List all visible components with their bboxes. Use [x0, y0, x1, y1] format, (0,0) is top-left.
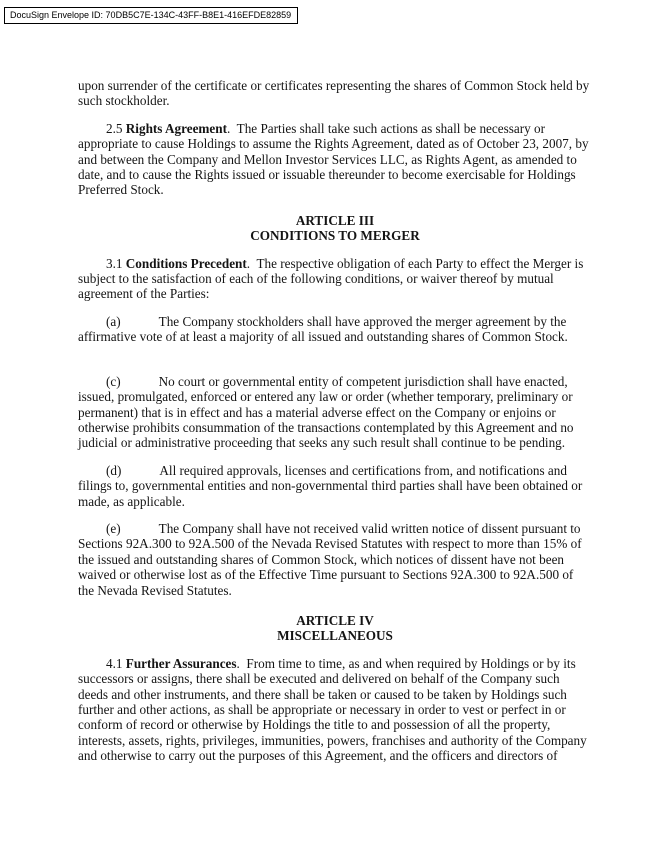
section-heading: [78, 213, 592, 228]
docusign-envelope-id-badge: DocuSign Envelope ID: 70DB5C7E-134C-43FF-B8E1-416EFDE82859: [4, 7, 298, 24]
section-heading: [78, 613, 592, 628]
bold-text-run: Further Assurances: [125, 655, 237, 671]
paragraph: [78, 374, 592, 451]
bold-text-run: Conditions Precedent: [125, 255, 247, 271]
text-run: 4.1: [106, 655, 126, 671]
text-run: ARTICLE III: [295, 212, 375, 228]
paragraph: [78, 78, 592, 109]
text-run: The Company stockholders shall have approved the merger agreement by the affirmative vote of at least a majority of all issued and outstanding shares of Common Stock.: [78, 313, 568, 345]
paragraph: [78, 314, 592, 345]
section-heading: [78, 228, 592, 243]
paragraph: [78, 463, 592, 509]
paragraph: [78, 121, 592, 198]
text-run: (a): [106, 313, 121, 329]
text-run: (c): [106, 373, 121, 389]
text-run: CONDITIONS TO MERGER: [250, 228, 420, 244]
text-run: MISCELLANEOUS: [277, 628, 393, 644]
text-run: No court or governmental entity of competent jurisdiction shall have enacted, issued, promulgated, enforced or entered any law or order (whether temporary, preliminary or permanent) that is in effect and has a material adverse effect on the Company or enjoins or otherwise prohibits consummation of the transactions contemplated by this Agreement and no judicial or administrative proceeding that seeks any such result shall continue to be pending.: [78, 373, 574, 451]
text-run: The Company shall have not received valid written notice of dissent pursuant to Sections 92A.300 to 92A.500 of the Nevada Revised Statutes with respect to more than 15% of the issued and outstanding shares of Common Stock, which notices of dissent have not been waived or otherwise lost as of the Effective Time pursuant to Sections 92A.300 to 92A.500 of the Nevada Revised Statutes.: [78, 520, 582, 598]
section-heading: [78, 628, 592, 643]
text-run: upon surrender of the certificate or certificates representing the shares of Common Stock held by such stockholder.: [78, 78, 590, 109]
text-run: . The respective obligation of each Party to effect the Merger is subject to the satisfaction of each of the following conditions, or waiver thereof by mutual agreement of the Parties:: [78, 255, 584, 302]
text-run: (e): [106, 520, 121, 536]
text-run: . From time to time, as and when required by Holdings or by its successors or assigns, there shall be executed and delivered on behalf of the Company such deeds and other instruments, and there shall be taken or caused to be taken by Holdings such further and other actions, as shall be appropriate or necessary in order to vest or perfect in or conform of record or otherwise by Holdings the title to and possession of all the property, interests, assets, rights, privileges, immunities, powers, franchises and authority of the Company and otherwise to carry out the purposes of this Agreement, and the officers and directors of: [78, 655, 587, 764]
paragraph: [78, 656, 592, 764]
bold-text-run: Rights Agreement: [125, 120, 227, 136]
text-run: ARTICLE IV: [296, 612, 374, 628]
text-run: All required approvals, licenses and certifications from, and notifications and filings to, governmental entities and non-governmental third parties shall have been obtained or made, as applicable.: [78, 462, 583, 509]
paragraph: [78, 256, 592, 302]
text-run: . The Parties shall take such actions as shall be necessary or appropriate to cause Holdings to assume the Rights Agreement, dated as of October 23, 2007, by and between the Company and Mellon Investor Services LLC, as Rights Agent, as amended to date, and to cause the Rights issued or issuable thereunder to become exercisable for Holdings Preferred Stock.: [78, 120, 589, 198]
text-run: 2.5: [106, 120, 126, 136]
text-run: 3.1: [106, 255, 126, 271]
text-run: (d): [106, 462, 122, 478]
document-body: [78, 78, 592, 764]
paragraph: [78, 521, 592, 598]
